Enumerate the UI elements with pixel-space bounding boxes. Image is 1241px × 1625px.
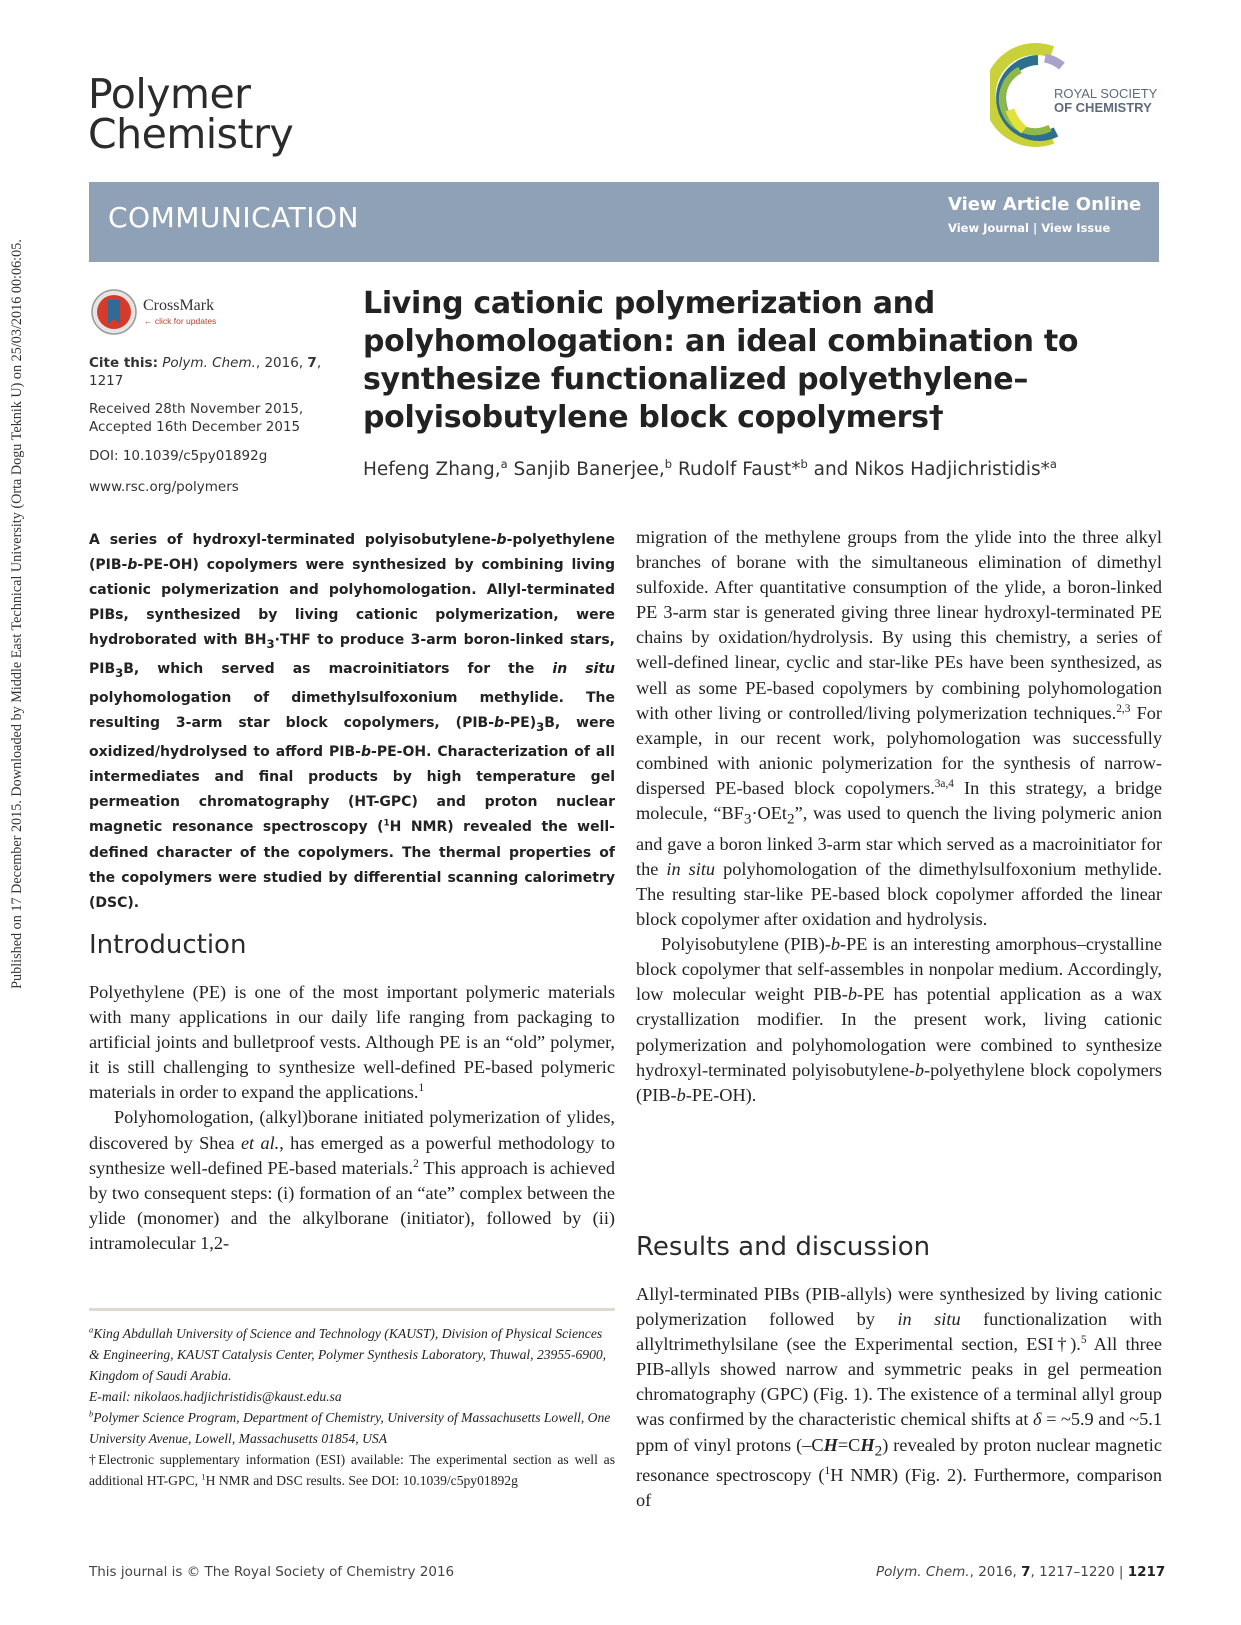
paragraph: migration of the methylene groups from the ylide into the three alkyl branches of borane with the simultaneous elimination of dimethyl sulfoxide. After quantitative consumption of the ylide, a boron-linked PE 3-arm star is generated giving three linear hydroxyl-terminated PE chains by oxidation/hydrolysis. By using this chemistry, a series of well-defined linear, cyclic and star-like PEs have been synthesized, as well as some PE-based copolymers by combining polyhomologation with other living or controlled/living polymerization techniques.$^{2,3}$ For example, in our recent work, polyhomologation was successfully combined with anionic polymerization for the synthesis of narrow-dispersed PE-based block copolymers.$^{3a,4}$ In this strategy, a bridge molecule, “$BF_3\cdot OEt_2$”, was used to quench the living polymeric anion and gave a boron linked 3-arm star which served as a macroinitiator for the in situ polyhomologation of the dimethylsulfoxonium methylide. The resulting star-like PE-based block copolymer afforded the linear block copolymer after oxidation and hydrolysis. <box>636 527 1163 930</box>
cite-this <box>89 354 329 390</box>
footnote-email[interactable]: E-mail: nikolaos.hadjichristidis@kaust.edu.sa <box>89 1389 342 1404</box>
crossmark-label[interactable]: CrossMark <box>143 297 215 314</box>
cite-volume: 7 <box>307 355 317 371</box>
introduction-body <box>89 980 615 1256</box>
footer-copyright: This journal is © The Royal Society of Chemistry 2016 <box>89 1564 455 1580</box>
footnote-divider <box>89 1308 615 1311</box>
author-affiliation: a <box>1049 456 1057 471</box>
view-article-online-link[interactable]: View Article Online <box>948 194 1142 215</box>
cite-journal: Polym. Chem. <box>162 355 256 371</box>
rsc-logo-text-line2: OF CHEMISTRY <box>1054 100 1152 115</box>
reference-link[interactable]: 5 <box>1080 1334 1087 1347</box>
article-type-label: COMMUNICATION <box>108 201 359 234</box>
journal-website-link[interactable]: www.rsc.org/polymers <box>89 479 239 495</box>
footnote-esi: †Electronic supplementary information (ESI) available: The experimental section as well as additional HT-GPC, $^1$H NMR and DSC results. See DOI: 10.1039/c5py01892g <box>89 1452 615 1488</box>
right-column-text <box>636 525 1162 1108</box>
results-heading: Results and discussion <box>636 1232 931 1262</box>
footnotes <box>89 1323 615 1491</box>
cite-prefix: Cite this: <box>89 355 158 371</box>
page-number: 1217 <box>1127 1564 1166 1580</box>
view-links <box>948 221 1110 235</box>
journal-name-line2: Chemistry <box>88 110 294 158</box>
received-date: Received 28th November 2015, <box>89 401 304 417</box>
abstract: A series of hydroxyl-terminated polyisobutylene-b-polyethylene (PIB-b-PE-OH) copolymers were synthesized by combining living cationic polymerization and polyhomologation. Allyl-terminated PIBs, synthesized by living cationic polymerization, were hydroborated with $BH_3\cdot THF$ to produce 3-arm boron-linked stars, $PIB_3B$, which served as macroinitiators for the in situ polyhomologation of dimethylsulfoxonium methylide. The resulting 3-arm star block copolymers, $(PIB-b-PE)_3B$, were oxidized/hydrolysed to afford PIB-b-PE-OH. Characterization of all intermediates and final products by high temperature gel permeation chromatography (HT-GPC) and proton nuclear magnetic resonance spectroscopy ($^1$H NMR) revealed the well-defined character of the copolymers. The thermal properties of the copolymers were studied by differential scanning calorimetry (DSC). <box>89 532 616 911</box>
introduction-heading: Introduction <box>89 930 247 960</box>
author-name: Hefeng Zhang, <box>363 459 501 480</box>
download-watermark: Published on 17 December 2015. Downloaded by Middle East Technical University (Orta Dogu Teknik U) on 25/03/2016 00:06:05. <box>9 239 25 989</box>
reference-link[interactable]: 2,3 <box>1116 702 1131 715</box>
doi[interactable]: DOI: 10.1039/c5py01892g <box>89 448 268 464</box>
footnote-affiliation-b: $^b$Polymer Science Program, Department of Chemistry, University of Massachusetts Lowell, One University Avenue, Lowell, Massachusetts 01854, USA <box>89 1408 611 1446</box>
view-journal-link[interactable]: View Journal <box>948 221 1029 235</box>
accepted-date: Accepted 16th December 2015 <box>89 419 301 435</box>
view-issue-link[interactable]: View Issue <box>1041 221 1111 235</box>
cite-year: , 2016, <box>255 355 308 371</box>
author-list <box>363 456 1153 480</box>
cite-page: , 1217 <box>89 355 322 389</box>
paragraph: Allyl-terminated PIBs (PIB-allyls) were synthesized by living cationic polymerization followed by in situ functionalization with allyltrimethylsilane (see the Experimental section, ESI†).$^5$ All three PIB-allyls showed narrow and symmetric peaks in gel permeation chromatography (GPC) (Fig. 1). The existence of a terminal allyl group was confirmed by the characteristic chemical shifts at δ = ~5.9 and ~5.1 ppm of vinyl protons $(-CH=CH_2)$ revealed by proton nuclear magnetic resonance spectroscopy ($^1$H NMR) (Fig. 2). Furthermore, comparison of <box>636 1284 1163 1511</box>
author-name: and Nikos Hadjichristidis* <box>813 459 1050 480</box>
paragraph: Polyisobutylene (PIB)-b-PE is an interesting amorphous–crystalline block copolymer that self-assembles in nonpolar medium. Accordingly, low molecular weight PIB-b-PE has potential application as a wax crystallization modifier. In the present work, living cationic polymerization and polyhomologation were combined to synthesize hydroxyl-terminated polyisobutylene-b-polyethylene block copolymers (PIB-b-PE-OH). <box>636 934 1163 1105</box>
link-separator: | <box>1033 221 1038 235</box>
author-name: Sanjib Banerjee, <box>513 459 665 480</box>
crossmark-sub-text: click for updates <box>154 316 217 326</box>
reference-link[interactable]: 1 <box>418 1082 425 1095</box>
author-affiliation: b <box>664 456 673 471</box>
journal-name <box>88 70 388 158</box>
footer-citation: Polym. Chem., 2016, 7, 1217–1220 | 1217 <box>876 1564 1166 1580</box>
paragraph: Polyethylene (PE) is one of the most important polymeric materials with many applications in our daily life ranging from packaging to artificial joints and bulletproof vests. Although PE is an “old” polymer, it is still challenging to synthesize well-defined PE-based polymeric materials in order to expand the applications.$^1$ <box>89 982 615 1103</box>
author-name: Rudolf Faust* <box>677 459 801 480</box>
author-affiliation: b <box>800 456 808 471</box>
paragraph: Polyhomologation, (alkyl)borane initiated polymerization of ylides, discovered by Shea et al., has emerged as a powerful methodology to synthesize well-defined PE-based materials.$^2$ This approach is achieved by two consequent steps: (i) formation of an “ate” complex between the ylide (monomer) and the alkylborane (initiator), followed by (ii) intramolecular 1,2- <box>89 1107 615 1253</box>
journal-name-line1: Polymer <box>88 70 251 118</box>
received-dates <box>89 400 329 436</box>
crossmark-sub[interactable]: ← click for updates <box>144 316 217 326</box>
reference-link[interactable]: 2 <box>413 1157 419 1170</box>
article-title: Living cationic polymerization and polyhomologation: an ideal combination to synthesize functionalized polyethylene–polyisobutylene block copolymers† <box>363 286 1079 435</box>
footnote-affiliation-a: $^a$King Abdullah University of Science and Technology (KAUST), Division of Physical Sciences & Engineering, KAUST Catalysis Center, Polymer Synthesis Laboratory, Thuwal, 23955-6900, Kingdom of Saudi Arabia. <box>89 1324 607 1383</box>
reference-link[interactable]: 3a,4 <box>934 777 954 790</box>
author-affiliation: a <box>500 456 508 471</box>
results-body <box>636 1282 1162 1514</box>
rsc-logo-text-line1: ROYAL SOCIETY <box>1054 86 1158 101</box>
